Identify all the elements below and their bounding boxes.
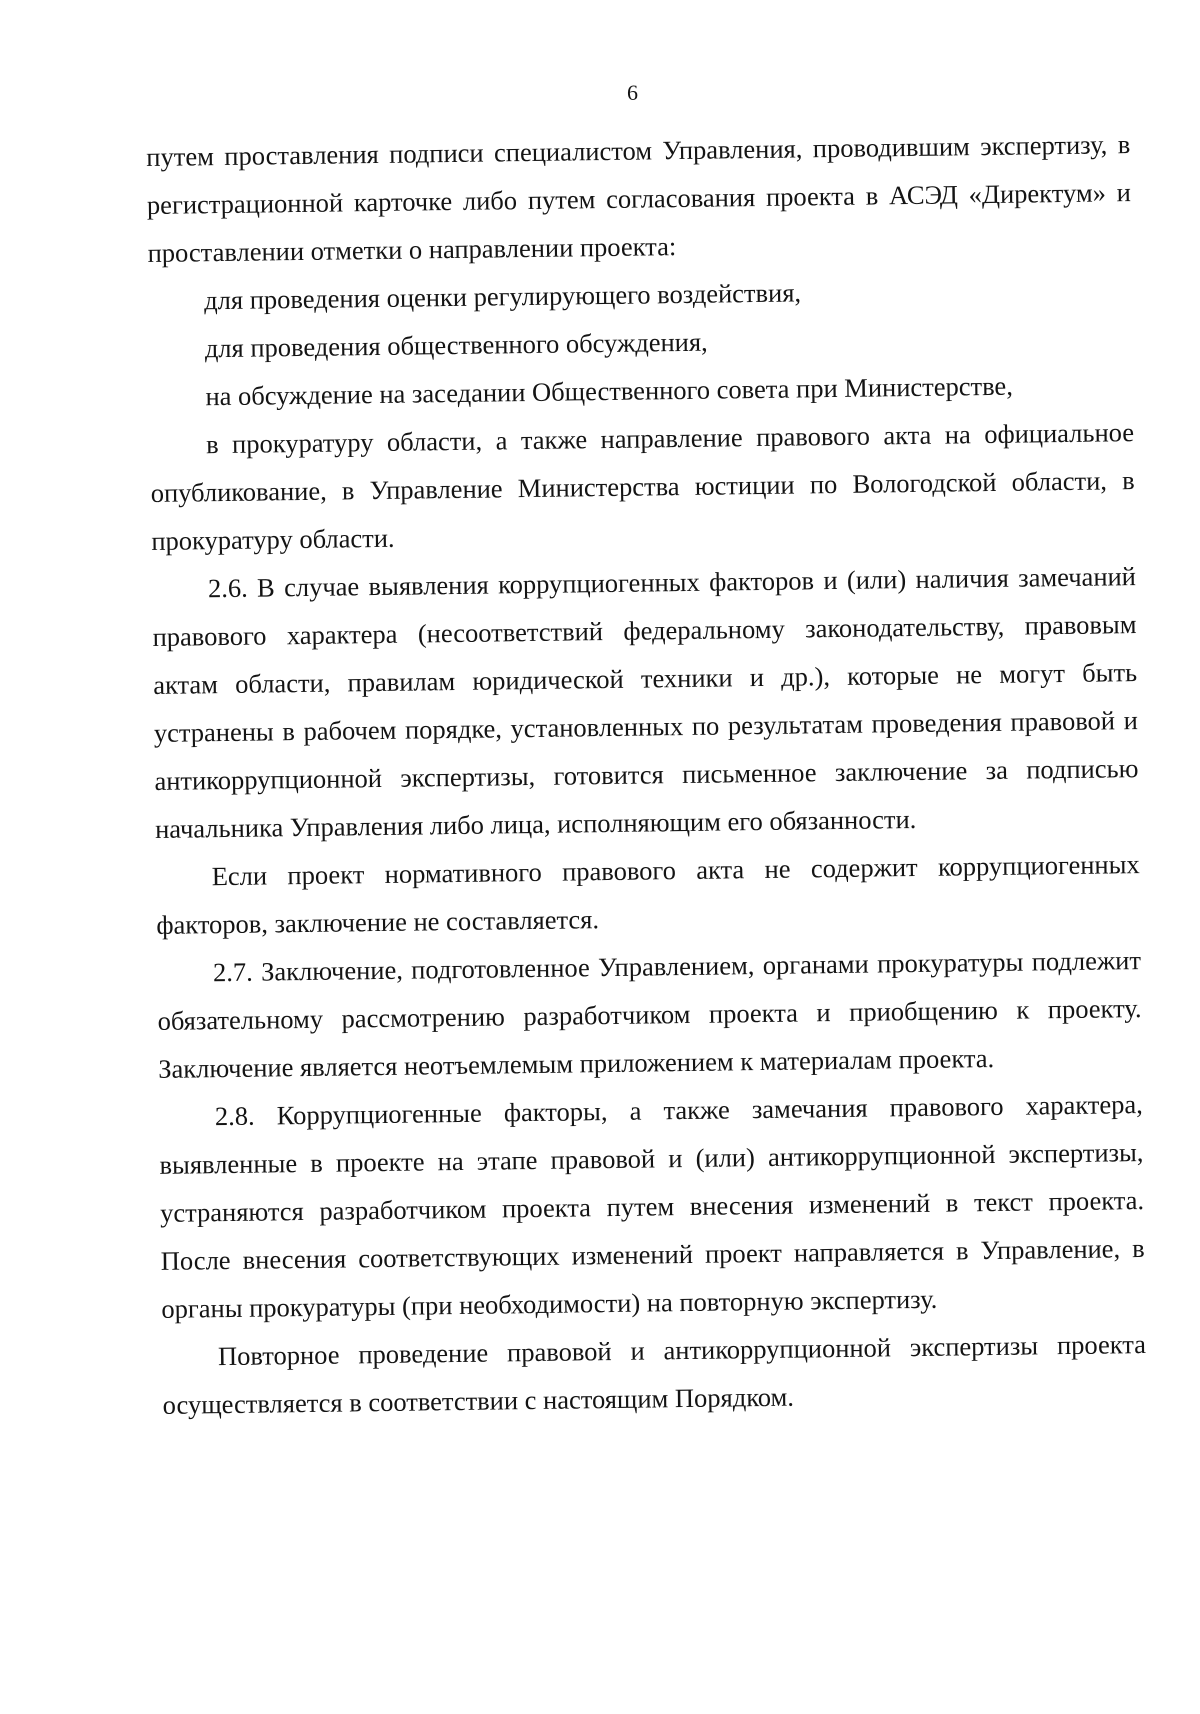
paragraph-2-7: 2.7. Заключение, подготовленное Управлением, органами прокуратуры подлежит обязательному рассмотрению разработчиком проекта и приобщению к проекту. Заключение является неотъемлемым приложением к материалам проекта.	[157, 945, 1142, 1084]
list-item-prosecutor-office: в прокуратуру области, а также направление правового акта на официальное опубликование, в Управление Министерства юстиции по Вологодской области, в прокуратуру области.	[150, 417, 1135, 556]
list-item-public-discussion: для проведения общественного обсуждения,	[204, 326, 708, 364]
paragraph-2-6: 2.6. В случае выявления коррупциогенных факторов и (или) наличия замечаний правового характера (несоответствий федеральному законодательству, правовым актам области, правилам юридической техники и др.), которые не могут быть устранены в рабочем порядке, установленных по результатам проведения правовой и антикоррупционной экспертизы, готовится письменное заключение за подписью начальника Управления либо лица, исполняющим его обязанности.	[152, 561, 1139, 844]
paragraph-repeat-expertise: Повторное проведение правовой и антикоррупционной экспертизы проекта осуществляется в соответствии с настоящим Порядком.	[162, 1329, 1147, 1420]
paragraph-signature-procedure: путем проставления подписи специалистом Управления, проводившим экспертизу, в регистрационной карточке либо путем согласования проекта в АСЭД «Директум» и проставлении отметки о направлении проекта:	[146, 129, 1132, 268]
document-body	[146, 120, 1147, 1429]
list-item-public-council: на обсуждение на заседании Общественного совета при Министерстве,	[205, 370, 1014, 412]
page-number: 6	[627, 80, 638, 105]
paragraph-no-corruption-factors: Если проект нормативного правового акта не содержит коррупциогенных факторов, заключение не составляется.	[156, 849, 1140, 940]
list-item-regulatory-impact: для проведения оценки регулирующего воздействия,	[203, 277, 802, 316]
paragraph-2-8: 2.8. Коррупциогенные факторы, а также замечания правового характера, выявленные в проекте на этапе правовой и (или) антикоррупционной экспертизы, устраняются разработчиком проекта путем внесения изменений в текст проекта. После внесения соответствующих изменений проект направляется в Управление, в органы прокуратуры (при необходимости) на повторную экспертизу.	[159, 1089, 1145, 1324]
